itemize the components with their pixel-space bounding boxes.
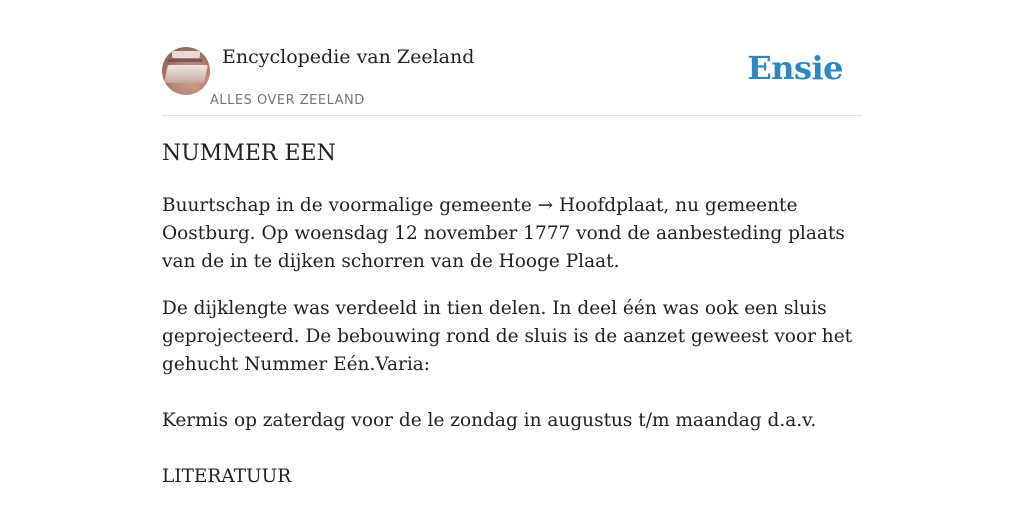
article-paragraph: De dijklengte was verdeeld in tien delen. In deel één was ook een sluis geprojecteerd. De bebouwing rond de sluis is de aanzet geweest voor het gehucht Nummer Eén.Varia:	[162, 298, 853, 375]
article-paragraph: Kermis op zaterdag voor de le zondag in augustus t/m maandag d.a.v.	[162, 410, 817, 431]
article-title: NUMMER EEN	[162, 141, 336, 166]
page	[162, 0, 862, 512]
article-paragraph: Buurtschap in de voormalige gemeente → Hoofdplaat, nu gemeente Oostburg. Op woensdag 12 november 1777 vond de aanbesteding plaats van de in te dijken schorren van de Hooge Plaat.	[162, 195, 845, 272]
literature-heading: LITERATUUR	[162, 466, 292, 487]
book-logo-icon[interactable]	[162, 47, 210, 95]
site-header	[162, 0, 862, 116]
logo-book-top	[172, 51, 200, 58]
site-name-link[interactable]: Encyclopedie van Zeeland	[222, 46, 475, 68]
logo-book	[164, 65, 208, 83]
site-tagline: ALLES OVER ZEELAND	[210, 93, 365, 108]
ensie-brand-link[interactable]: Ensie	[747, 49, 843, 87]
logo-book-line	[168, 59, 202, 62]
